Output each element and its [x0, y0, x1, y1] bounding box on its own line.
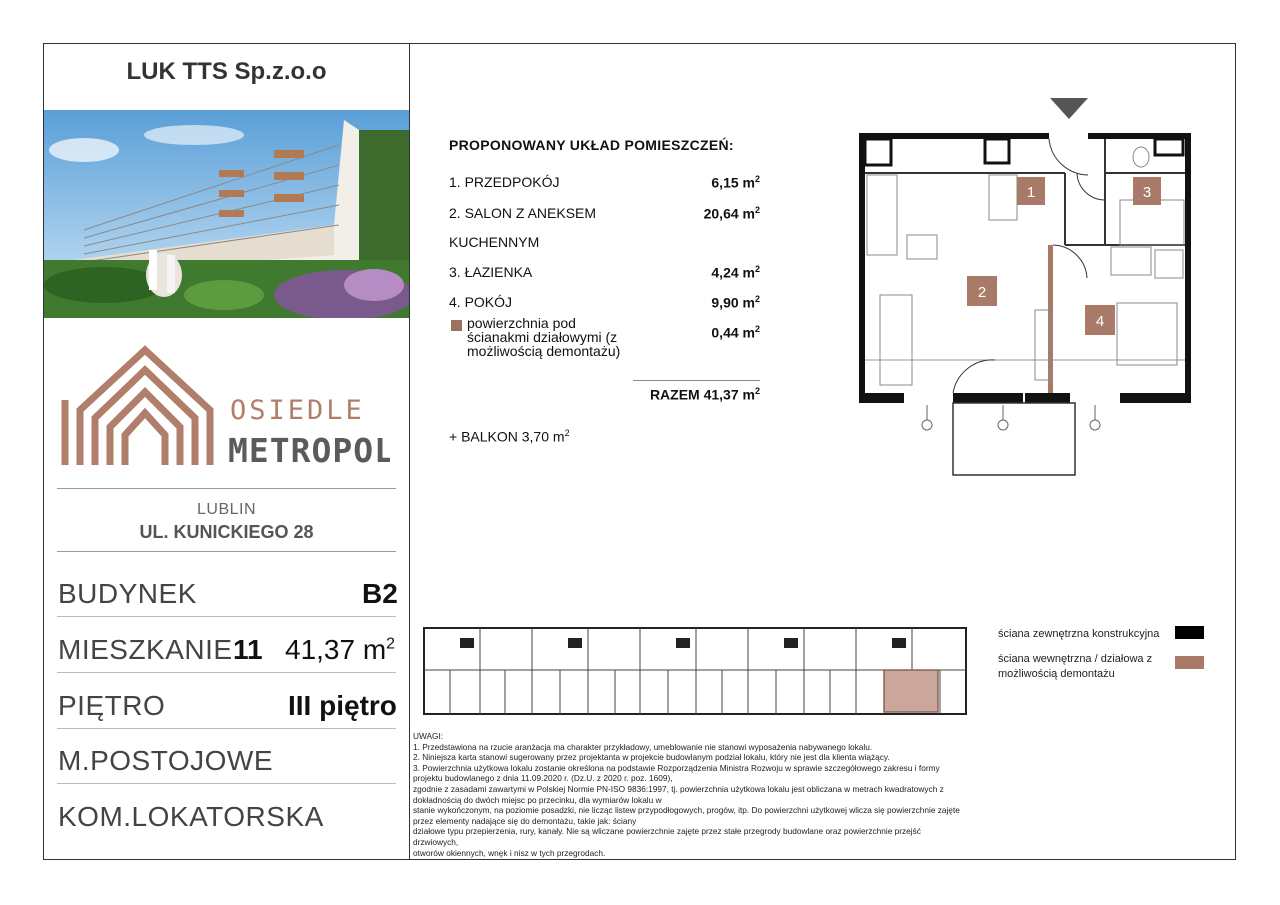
apartment-area: 41,37 $m^2$ [285, 634, 396, 665]
row-divider [57, 728, 396, 729]
note-line: projektu budowlanego z dnia 11.09.2020 r. (Dz.U. z 2020 r. poz. 1609), [413, 773, 673, 784]
room-3: 3. ŁAZIENKA [449, 264, 533, 280]
room-4-area: 9,90 $m^2$ [711, 294, 760, 311]
rooms-title: PROPONOWANY UKŁAD POMIESZCZEŃ: [449, 137, 734, 153]
legend-partition-text-2: możliwością demontażu [998, 668, 1115, 680]
apartment-number: 11 [233, 634, 263, 665]
building-photo [44, 110, 409, 318]
balcony-area: + BALKON 3,70 $m^2$ [449, 428, 570, 445]
legend-partition-swatch [1175, 656, 1204, 669]
floor-value: III piętro [288, 690, 397, 721]
notes-title: UWAGI: [413, 731, 444, 741]
room-4: 4. POKÓJ [449, 294, 513, 310]
apartment-floor-plan [855, 95, 1200, 480]
room-2-name-cont: KUCHENNYM [449, 234, 540, 250]
row-divider [57, 672, 396, 673]
apartment-label: MIESZKANIE [58, 634, 233, 665]
legend-structural-text: ściana zewnętrzna konstrukcyjna [998, 628, 1160, 640]
note-line: zgodnie z zasadami zawartymi w Polskiej Normie PN-ISO 9836:1997, tj. powierzchnia użytkowa lokalu jest obliczana w metrach kwadratowych z [413, 783, 944, 794]
note-line: 3. Powierzchnia użytkowa lokalu zostanie określona na podstawie Rozporządzenia Ministra Rozwoju w sprawie szczegółowego zakresu i formy [413, 762, 940, 773]
room-3-area: 4,24 $m^2$ [711, 264, 760, 281]
room-1: 1. PRZEDPOKÓJ [449, 174, 560, 190]
plan-label-3: 3 [1142, 184, 1152, 201]
building-label: BUDYNEK [58, 578, 197, 609]
note-line: 2. Niniejsza karta stanowi sugerowany przez projektanta w projekcie budowlanym podział lokalu, który nie jest dla klienta wiążący. [413, 752, 890, 763]
entrance-arrow-icon [1050, 98, 1088, 119]
plan-label-1: 1 [1026, 184, 1036, 201]
plan-label-4: 4 [1095, 313, 1105, 330]
storage-label: KOM.LOKATORSKA [58, 801, 324, 832]
notes [413, 731, 968, 858]
note-line: 1. Przedstawiona na rzucie aranżacja ma charakter przykładowy, umeblowanie nie stanowi wyposażenia nabywanego lokalu. [413, 741, 873, 752]
room-1-area: 6,15 $m^2$ [711, 174, 760, 191]
note-line: dokładnością do dwóch miejsc po przecinku, dla wymiarów lokalu w [413, 794, 662, 805]
row-divider [57, 616, 396, 617]
total-area: RAZEM 41,37 $m^2$ [649, 386, 760, 403]
osiedle-metropol-logo [60, 335, 390, 475]
address-divider-top [57, 488, 396, 489]
parking-label: M.POSTOJOWE [58, 745, 273, 776]
city: LUBLIN [196, 501, 257, 518]
building-key-plan [420, 622, 970, 720]
row-divider [57, 783, 396, 784]
partition-description: powierzchnia pod ścianakmi działowymi (z możliwością demontażu) [467, 315, 621, 359]
note-line: stanie wykończonym, na poziomie posadzki, nie licząc listew przypodłogowych, progów, itp. Do powierzchni użytkowej wlicza się powierzchnie zajęte [413, 805, 960, 816]
total-divider [633, 380, 760, 381]
column-divider [409, 43, 410, 860]
floor-label: PIĘTRO [58, 690, 166, 721]
partition-swatch [451, 320, 462, 331]
partition-area: 0,44 $m^2$ [711, 324, 760, 341]
legend-partition-text-1: ściana wewnętrzna / działowa z [998, 653, 1153, 665]
logo-text-osiedle: OSIEDLE [230, 395, 365, 426]
street-address: UL. KUNICKIEGO 28 [139, 522, 314, 542]
note-line: otworów okiennych, wnęk i nisz w tych przegrodach. [413, 847, 606, 858]
company-name: LUK TTS Sp.z.o.o [126, 58, 327, 85]
legend-structural-swatch [1175, 626, 1204, 639]
room-2-area: 20,64 $m^2$ [703, 205, 760, 222]
room-2: 2. SALON Z ANEKSEM [449, 205, 597, 221]
plan-label-2: 2 [977, 284, 987, 301]
building-value: B2 [362, 578, 398, 609]
note-line: działowe typu przepierzenia, rury, kanały. Nie są wliczane powierzchnie zajęte przez stałe przegrody budowlane oraz powierzchnie przejść drzwiowych, [413, 826, 921, 847]
note-line: przez elementy nadające się do demontażu, takie jak: ściany [413, 815, 637, 826]
address-divider-bottom [57, 551, 396, 552]
logo-text-metropol: METROPOL [228, 431, 390, 470]
